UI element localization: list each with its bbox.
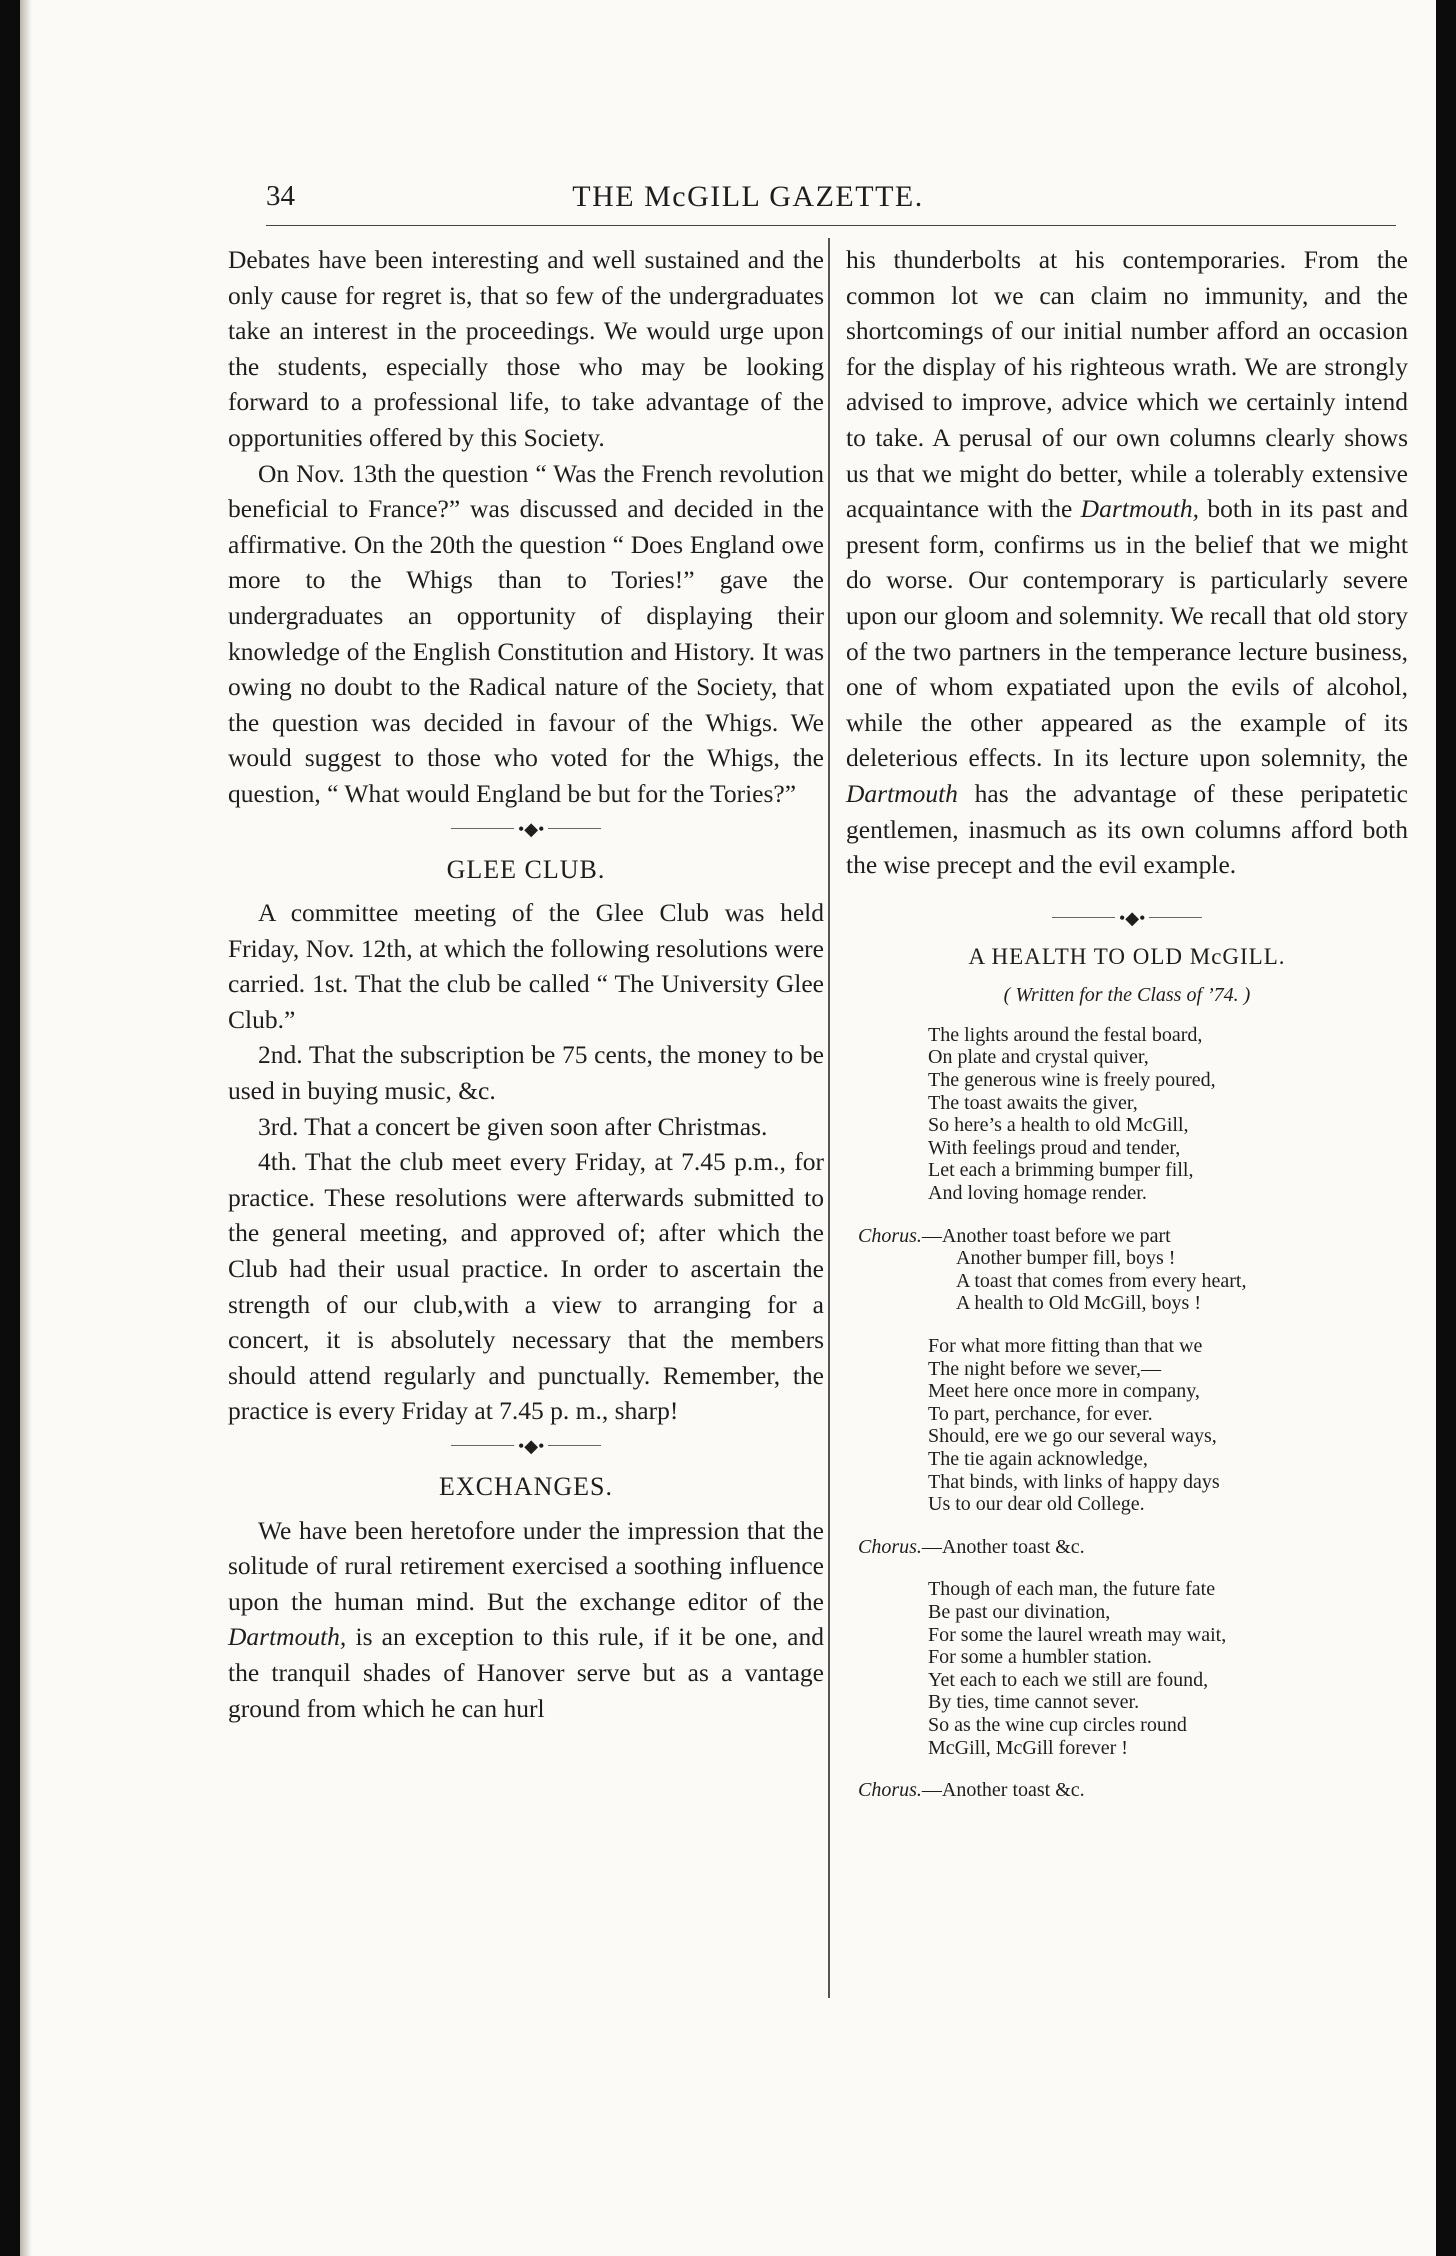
poem-line: Should, ere we go our several ways, (928, 1425, 1217, 1448)
paragraph-exchanges-cont: his thunderbolts at his contemporaries. From the common lot we can claim no immunity, and the shortcomings of our initial number afford an occasion for the display of his righteous wrath. We are strongly advised to improve, advice which we certainly intend to take. A perusal of our own columns clearly shows us that we might do better, while a tolerably extensive acquaintance with the Dartmouth, both in its past and present form, confirms us in the belief that we might do worse. Our contemporary is particularly severe upon our gloom and solemnity. We recall that old story of the two partners in the temperance lecture business, one of whom expatiated upon the evils of alcohol, while the other appeared as the example of its deleterious effects. In its lecture upon solemnity, the Dartmouth has the advantage of these peripatetic gentlemen, inasmuch as its own columns afford both the wise precept and the evil example. (846, 245, 1408, 880)
poem-line: —Another toast &c. (921, 1535, 1085, 1558)
poem-line: A toast that comes from every heart, (956, 1269, 1247, 1292)
poem-line: —Another toast &c. (921, 1779, 1085, 1802)
poem-line: The generous wine is freely poured, (928, 1069, 1216, 1092)
paragraph-glee-4th: 4th. That the club meet every Friday, at 7.45 p.m., for practice. These resolutions were afterwards submitted to the general meeting, and approved of; after which the Club had their usual practice. In order to ascertain the strength of our club,with a view to arranging for a concert, it is absolutely necessary that the members should attend regularly and punctually. Remember, the practice is every Friday at 7.45 p. m., sharp! (228, 1147, 824, 1426)
paragraph-exchanges: We have been heretofore under the impression that the solitude of rural retirement exercised a soothing influence upon the human mind. But the exchange editor of the Dartmouth, is an exception to this rule, if it be one, and the tranquil shades of Hanover serve but as a vantage ground from which he can hurl (228, 1515, 824, 1723)
poem-line: So here’s a health to old McGill, (928, 1114, 1189, 1137)
italic-dartmouth: Dartmouth (846, 778, 958, 808)
section-ornament: •◆• (228, 812, 824, 846)
poem-line: A health to Old McGill, boys ! (956, 1292, 1201, 1315)
poem-chorus-3 (858, 1779, 1408, 1802)
header-rule (266, 225, 1396, 226)
poem-line: Be past our divination, (928, 1600, 1111, 1623)
poem-line: By ties, time cannot sever. (928, 1691, 1140, 1714)
poem-line: For some a humbler station. (928, 1646, 1152, 1669)
poem-line: —Another toast before we part (921, 1224, 1171, 1247)
poem-title: A HEALTH TO OLD McGILL. (968, 943, 1286, 969)
chorus-label: Chorus. (858, 1224, 922, 1247)
page-edge-shadow (20, 0, 32, 2256)
section-ornament: •◆• (846, 901, 1408, 935)
paragraph-glee-3rd: 3rd. That a concert be given soon after Christmas. (258, 1111, 768, 1141)
poem-stanza-3 (928, 1578, 1408, 1759)
paragraph-debates: Debates have been interesting and well sustained and the only cause for regret is, that so few of the undergraduates take an interest in the proceedings. We would urge upon the students, especially those who may be looking forward to a professional life, to take advantage of the opportunities offered by this Society. (228, 245, 824, 452)
poem-line: The tie again acknowledge, (928, 1447, 1148, 1470)
poem-stanza-1 (928, 1024, 1408, 1205)
poem-line: To part, perchance, for ever. (928, 1402, 1153, 1425)
poem-line: The lights around the festal board, (928, 1023, 1203, 1046)
poem-line: With feelings proud and tender, (928, 1136, 1181, 1159)
poem-line: And loving homage render. (928, 1182, 1147, 1205)
italic-dartmouth: Dartmouth, (1080, 494, 1199, 524)
page (20, 0, 1436, 2256)
poem-subtitle: ( Written for the Class of ’74. ) (1003, 984, 1251, 1007)
poem-line: So as the wine cup circles round (928, 1713, 1187, 1736)
poem-line: For some the laurel wreath may wait, (928, 1623, 1227, 1646)
poem-stanza-2 (928, 1335, 1408, 1516)
poem-chorus-1 (858, 1225, 1408, 1315)
poem-line: McGill, McGill forever ! (928, 1736, 1128, 1759)
section-ornament: •◆• (228, 1429, 824, 1463)
poem-line: On plate and crystal quiver, (928, 1046, 1149, 1069)
running-title: THE McGILL GAZETTE. (572, 180, 924, 213)
left-column (228, 242, 824, 1726)
page-number: 34 (266, 180, 295, 212)
poem-line: Yet each to each we still are found, (928, 1668, 1209, 1691)
paragraph-nov-13th: On Nov. 13th the question “ Was the French revolution beneficial to France?” was discussed and decided in the affirmative. On the 20th the question “ Does England owe more to the Whigs than to Tories!” gave the undergraduates an opportunity of displaying their knowledge of the English Constitution and History. It was owing no doubt to the Radical nature of the Society, that the question was decided in favour of the Whigs. We would suggest to those who voted for the Whigs, the question, “ What would England be but for the Tories?” (228, 458, 824, 808)
paragraph-glee-2nd: 2nd. That the subscription be 75 cents, the money to be used in buying music, &c. (228, 1040, 824, 1106)
poem-line: Another bumper fill, boys ! (956, 1247, 1176, 1270)
chorus-label: Chorus. (858, 1779, 922, 1802)
running-header (20, 176, 1436, 220)
poem-line: That binds, with links of happy days (928, 1470, 1220, 1493)
poem-line: The toast awaits the giver, (928, 1091, 1138, 1114)
column-rule (828, 238, 830, 1998)
chorus-label: Chorus. (858, 1535, 922, 1558)
poem-chorus-2 (858, 1536, 1408, 1559)
poem-line: Us to our dear old College. (928, 1493, 1145, 1516)
poem-line: For what more fitting than that we (928, 1335, 1203, 1357)
italic-dartmouth: Dartmouth, (228, 1622, 347, 1652)
paragraph-glee-committee: A committee meeting of the Glee Club was held Friday, Nov. 12th, at which the following resolutions were carried. 1st. That the club be called “ The University Glee Club.” (228, 898, 824, 1034)
heading-exchanges: EXCHANGES. (439, 1472, 613, 1501)
poem-line: Though of each man, the future fate (928, 1578, 1216, 1601)
poem-line: The night before we sever,— (928, 1357, 1161, 1380)
right-column (846, 242, 1408, 1822)
poem-line: Let each a brimming bumper fill, (928, 1159, 1194, 1182)
poem-line: Meet here once more in company, (928, 1380, 1200, 1403)
heading-glee-club: GLEE CLUB. (446, 854, 606, 884)
